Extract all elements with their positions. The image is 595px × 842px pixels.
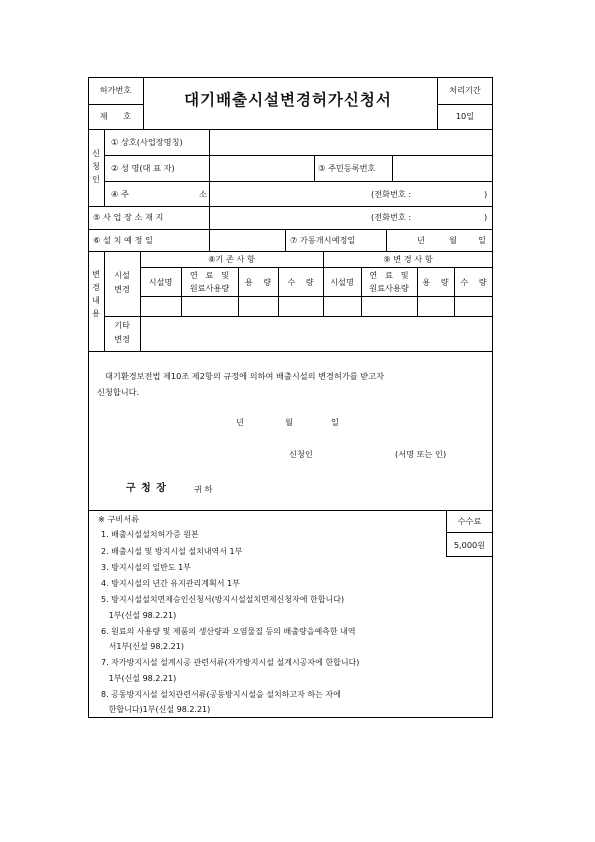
- col-fuel-2: 원료사용량: [189, 283, 230, 293]
- divider: [446, 532, 493, 533]
- other-change-label: 기타: [114, 320, 130, 330]
- divider: [437, 77, 438, 129]
- divider: [454, 267, 455, 316]
- divider: [88, 351, 493, 352]
- statement-line-2: 신청합니다.: [97, 387, 140, 397]
- year-label: 년: [417, 235, 425, 245]
- divider: [88, 206, 493, 207]
- day-label: 일: [478, 235, 486, 245]
- install-date-label: ⑥ 설 치 예 정 일: [93, 235, 153, 245]
- divider: [140, 267, 493, 268]
- divider: [386, 229, 387, 251]
- divider: [314, 155, 315, 181]
- phone-label: (전화번호 :: [371, 189, 412, 199]
- page-title: 대기배출시설변경허가신청서: [184, 90, 392, 109]
- process-period-value: 10일: [455, 111, 475, 121]
- phone-close: ): [484, 189, 488, 199]
- form-frame: [88, 77, 493, 718]
- site-location-label: ⑤ 사 업 장 소 재 지: [93, 212, 164, 222]
- col-facility-name-new: 시설명: [330, 277, 354, 287]
- divider: [88, 229, 493, 230]
- address-label: ④ 주: [111, 189, 129, 199]
- process-period-label: 처리기간: [449, 85, 481, 95]
- company-name-label: ① 상호(사업장명칭): [111, 137, 183, 147]
- col-fuel: 연 료 및: [189, 270, 230, 280]
- divider: [417, 267, 418, 316]
- list-item: 2. 배출시설 및 방지시설 설치내역서 1부: [101, 547, 243, 556]
- list-item: 한합니다)1부(신설 98.2.21): [101, 705, 211, 714]
- resident-no-label: ③ 주민등록번호: [318, 163, 376, 173]
- applicant-section-label: 신 청 인: [92, 148, 100, 184]
- documents-heading: ※ 구비서류: [98, 514, 140, 524]
- site-phone-close: ): [484, 212, 488, 222]
- statement-year: 년: [236, 417, 244, 427]
- divider: [446, 556, 493, 557]
- list-item: 1부(신설 98.2.21): [101, 674, 177, 683]
- signature-note: (서명 또는 인): [395, 449, 447, 459]
- divider: [209, 206, 210, 251]
- col-fuel-new-2: 원료사용량: [369, 283, 409, 293]
- col-quantity: 수 량: [287, 277, 314, 287]
- divider: [278, 267, 279, 316]
- list-item: 3. 방지시설의 일반도 1부: [101, 563, 191, 572]
- site-phone-label: (전화번호 :: [371, 212, 412, 222]
- fee-value: 5,000원: [453, 540, 486, 550]
- col-facility-name: 시설명: [148, 277, 173, 287]
- new-header: ⑨ 변 경 사 항: [383, 254, 433, 264]
- divider: [88, 129, 493, 130]
- col-quantity-new: 수 량: [460, 277, 487, 287]
- list-item: 5. 방지시설설치면제승인신청서(방지시설설치면제신청자에 한합니다): [101, 595, 345, 604]
- month-label: 월: [449, 235, 457, 245]
- statement-month: 월: [285, 417, 293, 427]
- col-capacity: 용 량: [244, 277, 272, 287]
- change-section-label: 변 경 내 용: [92, 269, 100, 318]
- product-label: 제 호: [99, 111, 132, 121]
- divider: [104, 316, 493, 317]
- address-label-suffix: 소: [199, 189, 207, 199]
- divider: [140, 251, 141, 351]
- name-label: ② 성 명(대 표 자): [111, 163, 175, 173]
- list-item: 6. 원료의 사용량 및 제품의 생산량과 오염물질 등의 배출량을예측한 내역: [101, 627, 356, 636]
- fee-label: 수수료: [457, 516, 482, 526]
- permit-no-label: 허가번호: [99, 85, 132, 95]
- divider: [238, 267, 239, 316]
- facility-change-label-2: 변경: [114, 284, 130, 294]
- operation-date-label: ⑦ 가동개시예정일: [290, 235, 356, 245]
- divider: [88, 104, 143, 105]
- other-change-label-2: 변경: [114, 334, 130, 344]
- col-capacity-new: 용 량: [422, 277, 449, 287]
- divider: [88, 510, 493, 511]
- statement-day: 일: [331, 417, 339, 427]
- divider: [88, 251, 493, 252]
- recipient-suffix: 귀 하: [194, 484, 213, 494]
- list-item: 8. 공동방지시설 설치관련서류(공동방지시설을 설치하고자 하는 자에: [101, 690, 341, 699]
- divider: [104, 181, 493, 182]
- list-item: 1부(신설 98.2.21): [101, 611, 177, 620]
- existing-header: ⑧기 존 사 항: [208, 254, 255, 264]
- divider: [437, 104, 493, 105]
- statement-line-1: 대기환경보전법 제10조 제2항의 규정에 의하여 배출시설의 변경허가를 받고자: [105, 371, 385, 381]
- divider: [104, 129, 105, 206]
- divider: [285, 229, 286, 251]
- col-fuel-new: 연 료 및: [369, 270, 409, 280]
- list-item: 4. 방지시설의 년간 유지관리계획서 1부: [101, 579, 240, 588]
- applicant-signature-label: 신청인: [289, 449, 313, 459]
- list-item: 1. 배출시설설치허가증 원본: [101, 530, 199, 539]
- list-item: 7. 자가방지시설 설계시공 관련서류(자가방지시설 설계시공자에 한합니다): [101, 658, 360, 667]
- divider: [392, 155, 393, 181]
- recipient-title: 구 청 장: [126, 483, 167, 494]
- list-item: 서1부(신설 98.2.21): [101, 642, 184, 651]
- divider: [104, 155, 493, 156]
- divider: [209, 129, 210, 206]
- facility-change-label: 시설: [114, 270, 130, 280]
- divider: [140, 296, 493, 297]
